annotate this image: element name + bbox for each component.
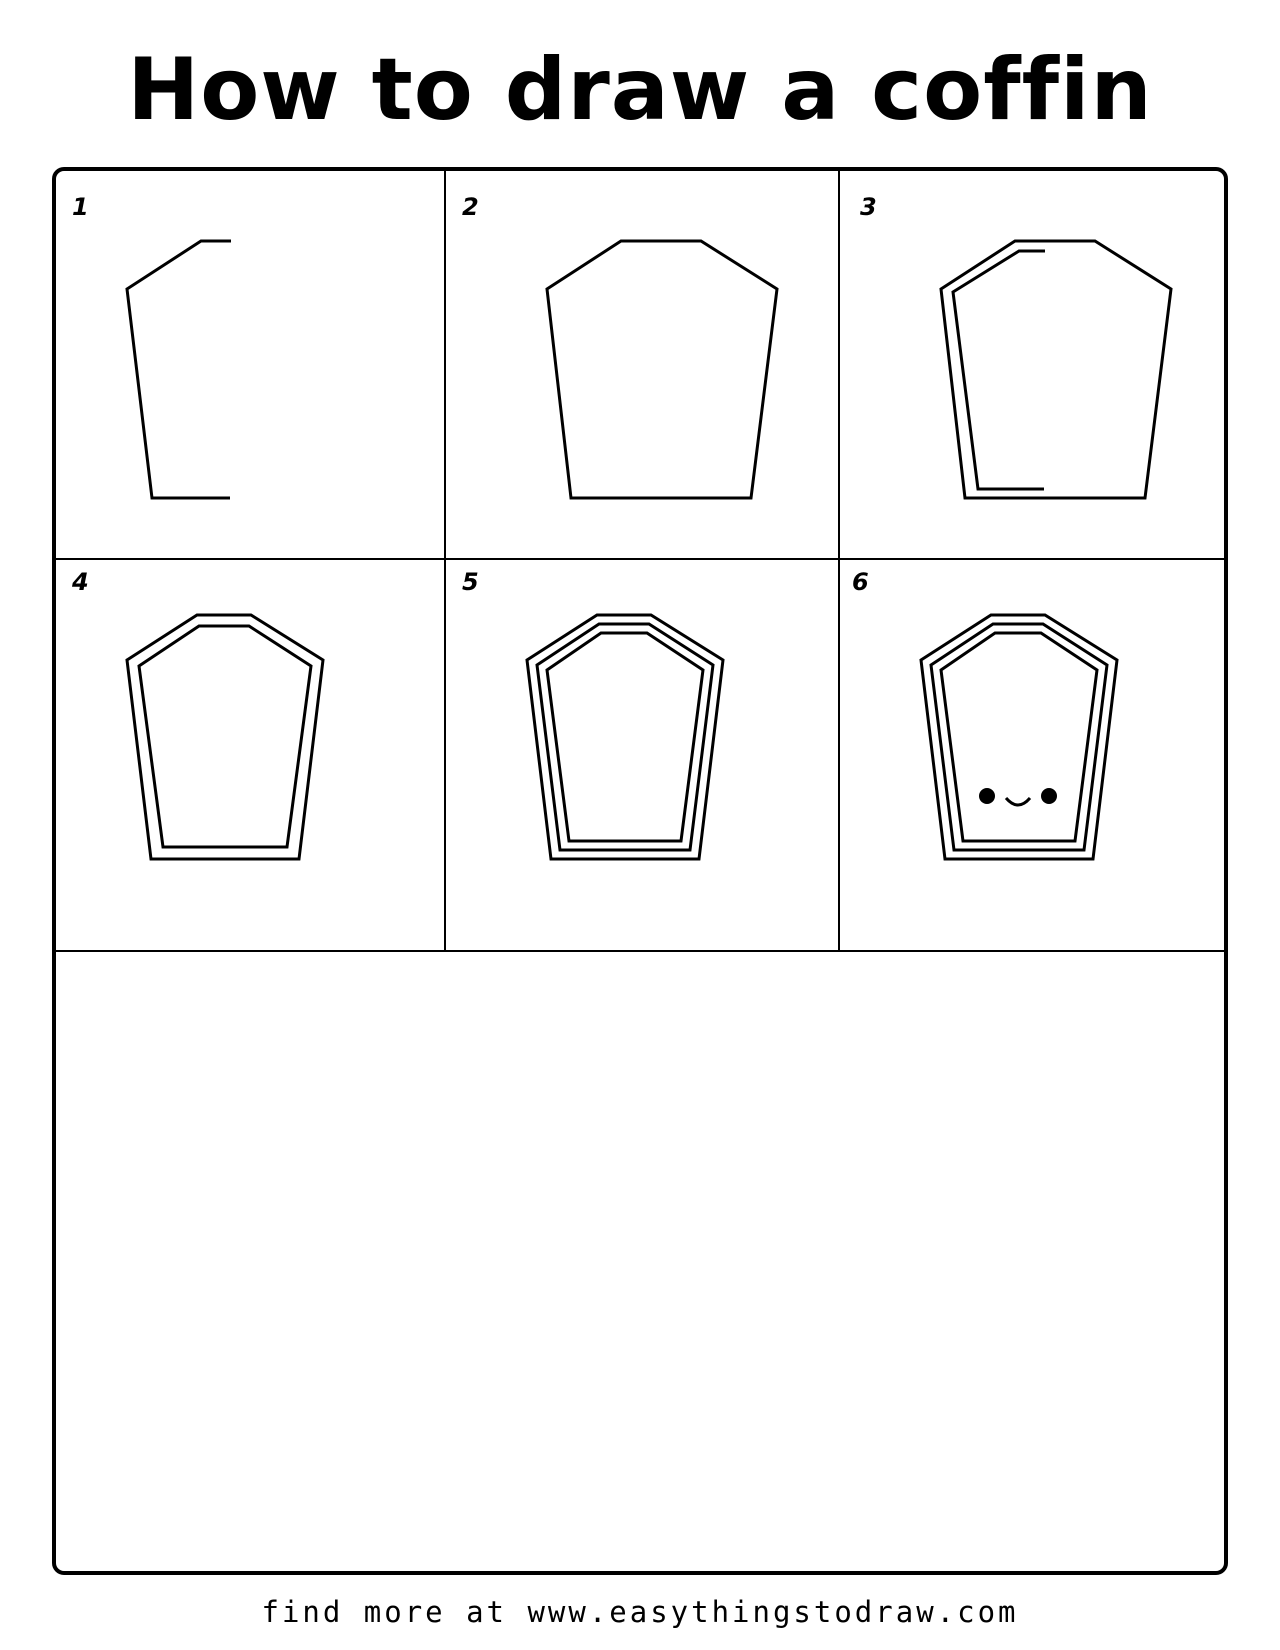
step-number: 5 — [462, 568, 479, 596]
step-4-illustration — [56, 560, 444, 950]
step-2-illustration — [446, 171, 838, 558]
step-number: 6 — [852, 568, 869, 596]
drawing-sheet — [52, 167, 1228, 1575]
page-title: How to draw a coffin — [127, 40, 1153, 140]
left-eye — [979, 788, 995, 804]
step-6-illustration — [840, 560, 1232, 950]
right-eye — [1041, 788, 1057, 804]
step-number: 2 — [462, 193, 479, 221]
footer-text: find more at www.easythingstodraw.com — [261, 1595, 1019, 1629]
step-number: 1 — [72, 193, 89, 221]
step-number: 4 — [72, 568, 89, 596]
step-number: 3 — [860, 193, 877, 221]
step-5-illustration — [446, 560, 838, 950]
step-3-illustration — [840, 171, 1232, 558]
step-1-illustration — [56, 171, 444, 558]
grid-divider — [56, 950, 1224, 952]
